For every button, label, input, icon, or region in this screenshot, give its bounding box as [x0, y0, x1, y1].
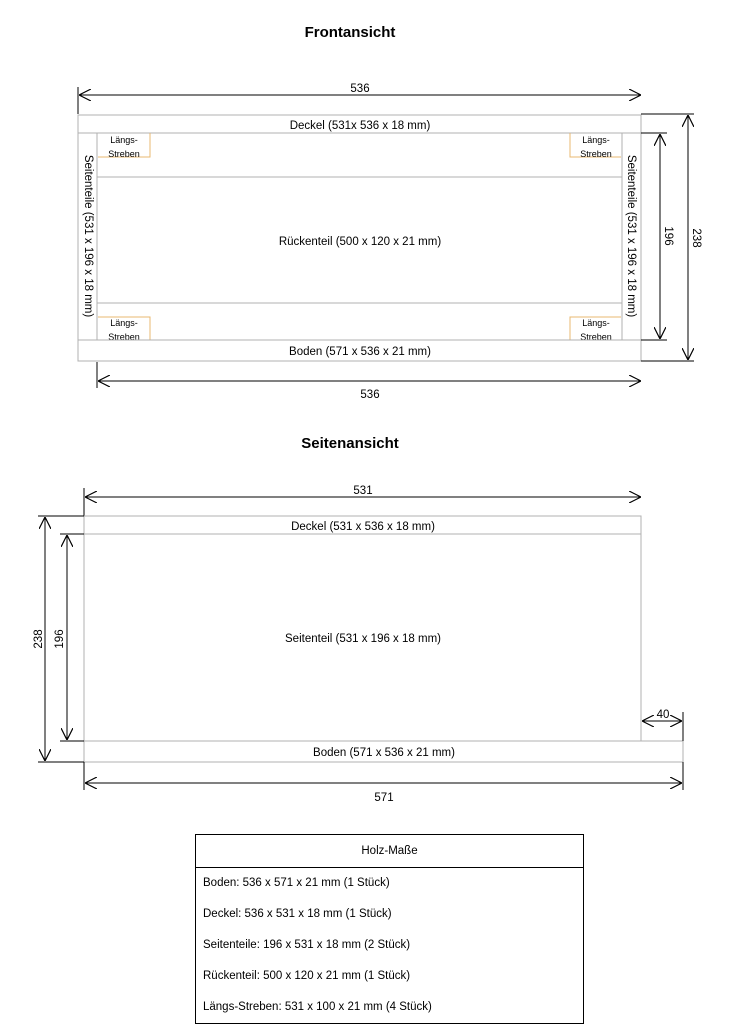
side-total-height-label: 238 — [33, 629, 45, 649]
table-row: Deckel: 536 x 531 x 18 mm (1 Stück) — [203, 908, 392, 920]
side-bottom-dimension-label: 571 — [374, 792, 394, 804]
front-seitenteil-left-label: Seitenteile (531 x 196 x 18 mm) — [82, 154, 94, 318]
side-inner-height-label: 196 — [54, 629, 66, 649]
front-strut-top-left — [98, 133, 150, 159]
front-top-dimension-label: 536 — [350, 83, 370, 95]
side-view — [33, 485, 683, 804]
table-row: Längs-Streben: 531 x 100 x 21 mm (4 Stück) — [203, 1001, 432, 1013]
side-seitenteil-label: Seitenteil (531 x 196 x 18 mm) — [285, 633, 441, 645]
strut-label-line1: Längs- — [582, 318, 610, 328]
front-strut-bottom-right — [570, 317, 621, 342]
side-deckel-label: Deckel (531 x 536 x 18 mm) — [291, 521, 435, 533]
strut-label-line1: Längs- — [582, 135, 610, 145]
strut-label-line1: Längs- — [110, 318, 138, 328]
strut-label-line2: Streben — [580, 149, 612, 159]
side-view-title: Seitenansicht — [301, 435, 399, 452]
front-view-title: Frontansicht — [304, 24, 396, 41]
front-view — [78, 83, 702, 401]
strut-label-line2: Streben — [108, 332, 140, 342]
front-inner-height-label: 196 — [662, 226, 674, 246]
front-deckel-label: Deckel (531x 536 x 18 mm) — [289, 120, 431, 132]
wood-dimensions-table — [195, 834, 584, 1024]
strut-label-line2: Streben — [580, 332, 612, 342]
table-header: Holz-Maße — [196, 835, 583, 868]
side-top-dimension-label: 531 — [353, 485, 373, 497]
front-total-height-label: 238 — [690, 228, 702, 248]
side-boden-label: Boden (571 x 536 x 21 mm) — [313, 747, 455, 759]
front-strut-bottom-left — [98, 317, 150, 342]
front-strut-top-right — [570, 133, 621, 159]
table-row: Rückenteil: 500 x 120 x 21 mm (1 Stück) — [203, 970, 411, 982]
table-row: Seitenteile: 196 x 531 x 18 mm (2 Stück) — [203, 939, 411, 951]
front-bottom-dimension-label: 536 — [360, 389, 380, 401]
front-seitenteil-right-label: Seitenteile (531 x 196 x 18 mm) — [625, 154, 637, 318]
side-overhang-label: 40 — [656, 709, 670, 721]
front-rueckenteil-label: Rückenteil (500 x 120 x 21 mm) — [278, 236, 442, 248]
strut-label-line1: Längs- — [110, 135, 138, 145]
table-row: Boden: 536 x 571 x 21 mm (1 Stück) — [203, 877, 390, 889]
front-boden-label: Boden (571 x 536 x 21 mm) — [289, 346, 431, 358]
strut-label-line2: Streben — [108, 149, 140, 159]
